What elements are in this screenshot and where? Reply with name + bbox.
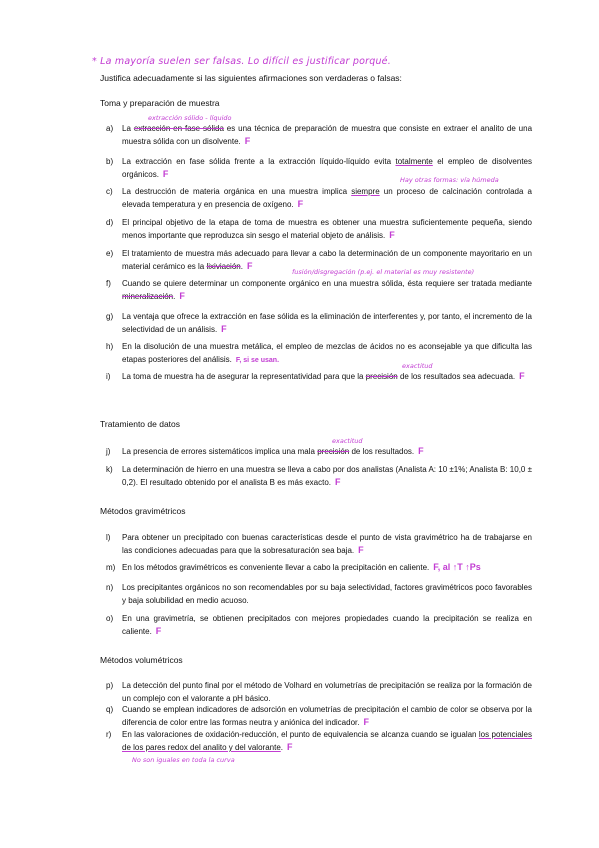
annotation-j: exactitud	[332, 437, 363, 445]
handwritten-comment: F, al ↑T ↑Ps	[433, 562, 481, 572]
item-letter: o)	[106, 614, 114, 623]
item-text: Cuando se quiere determinar un componente orgánico en una muestra sólida, ésta requiere ser tratada mediante	[122, 279, 532, 288]
struck-text: precisión	[317, 447, 350, 456]
item-text: En las valoraciones de oxidación-reducción, el punto de equivalencia se alcanza cuando se igualan	[122, 730, 479, 739]
item-letter: h)	[106, 342, 114, 351]
item-text: La ventaja que ofrece la extracción en fase sólida es la eliminación de interferentes y, por tanto, el incremento de la selectividad de un análisis.	[122, 312, 532, 334]
false-mark: F	[155, 626, 162, 636]
false-mark: F	[162, 169, 169, 179]
false-mark: F	[418, 446, 424, 456]
annotation-a: extracción sólido - líquido	[148, 114, 232, 122]
false-mark: F	[358, 545, 364, 555]
struck-text: lixiviación	[206, 262, 241, 271]
item-letter: l)	[106, 533, 111, 542]
item-text: La toma de muestra ha de asegurar la representatividad para que la	[122, 372, 366, 381]
annotation-i: exactitud	[402, 362, 433, 370]
section-title-gravimetric: Métodos gravimétricos	[100, 506, 186, 516]
item-text: es una técnica de preparación de muestra que consiste en extraer el analito de una muestra sólida con un disolvente.	[122, 124, 533, 146]
item-text: de los resultados sea adecuada.	[397, 372, 516, 381]
item-text: En la disolución de una muestra metálica, el empleo de mezclas de ácidos no es aconsejable ya que dificulta las etapas posteriores del análisis.	[122, 342, 532, 364]
handwritten-comment: F, si se usan.	[235, 357, 280, 364]
item-letter: d)	[106, 218, 114, 227]
struck-text: mineralización	[122, 292, 174, 301]
false-mark: F	[389, 230, 395, 240]
false-mark: F	[246, 261, 253, 271]
false-mark: F	[363, 717, 369, 727]
false-mark: F	[244, 136, 251, 146]
item-text: .	[240, 262, 243, 271]
item-letter: b)	[106, 157, 114, 166]
false-mark: F	[221, 324, 227, 334]
annotation-f: fusión/disgregación (p.ej. el material es muy resistente)	[292, 268, 475, 276]
struck-text: precisión	[365, 372, 398, 381]
section-title-data-treatment: Tratamiento de datos	[100, 419, 181, 429]
item-letter: f)	[106, 279, 111, 288]
item-text: La destrucción de materia orgánica en una muestra implica	[122, 187, 352, 196]
section-title-volumetric: Métodos volumétricos	[100, 655, 183, 665]
item-text: Cuando se emplean indicadores de adsorción en volumetrías de precipitación el cambio de color se observa por la diferencia de color entre las formas neutra y aniónica del indicador.	[122, 705, 532, 727]
annotation-c: Hay otras formas: vía húmeda	[400, 176, 499, 184]
item-letter: r)	[106, 730, 112, 739]
item-text: La extracción en fase sólida frente a la extracción líquido-líquido evita	[122, 157, 396, 166]
false-mark: F	[335, 477, 341, 487]
false-mark: F	[287, 742, 293, 752]
item-text: .	[280, 743, 283, 752]
item-text: El tratamiento de muestra más adecuado para llevar a cabo la determinación de un componente mayoritario en un material cerámico es la	[122, 249, 532, 271]
annotation-r: No son iguales en toda la curva	[132, 756, 235, 764]
underlined-text: totalmente	[395, 157, 433, 166]
item-text: La	[122, 124, 134, 133]
item-letter: i)	[106, 372, 111, 381]
item-letter: n)	[106, 583, 114, 592]
item-text: un proceso de calcinación controlada a elevada temperatura y en presencia de oxígeno.	[122, 187, 532, 209]
item-text: .	[173, 292, 176, 301]
item-text: La presencia de errores sistemáticos implica una mala	[122, 447, 318, 456]
instructions: Justifica adecuadamente si las siguientes afirmaciones son verdaderas o falsas:	[100, 73, 402, 83]
item-text: La determinación de hierro en una muestra se lleva a cabo por dos analistas (Analista A: 10 ±1%; Analista B: 10,0 ± 0,2). El resultado obtenido por el analista B es más exacto.	[122, 465, 532, 487]
item-letter: e)	[106, 249, 114, 258]
false-mark: F	[297, 199, 304, 209]
section-title-sample-prep: Toma y preparación de muestra	[100, 98, 220, 108]
false-mark: F	[179, 291, 185, 301]
item-text: En una gravimetría, se obtienen precipitados con mejores propiedades cuando la precipitación se realiza en caliente.	[122, 614, 532, 636]
item-text: En los métodos gravimétricos es conveniente llevar a cabo la precipitación en caliente.	[122, 563, 430, 572]
underlined-text: siempre	[351, 187, 380, 196]
handwritten-header-note: * La mayoría suelen ser falsas. Lo difícil es justificar porqué.	[92, 56, 391, 67]
false-mark: F	[519, 371, 525, 381]
item-letter: k)	[106, 465, 113, 474]
item-letter: g)	[106, 312, 114, 321]
item-text: de los resultados.	[349, 447, 415, 456]
underlined-text: los potenciales de los pares redox del analito y del valorante	[122, 730, 533, 752]
item-text: El principal objetivo de la etapa de toma de muestra es obtener una muestra suficientemente pequeña, siendo menos importante que reproduzca sin sesgo el material objeto de análisis.	[122, 218, 532, 240]
item-text: Para obtener un precipitado con buenas características desde el punto de vista gravimétrico ha de trabajarse en las condiciones adecuadas para que la sobresaturación sea baja.	[122, 533, 532, 555]
item-letter: a)	[106, 124, 114, 133]
item-letter: c)	[106, 187, 113, 196]
item-text: La detección del punto final por el método de Volhard en volumetrías de precipitación se realiza por la formación de un complejo con el valorante a pH básico.	[122, 681, 532, 703]
item-text: Los precipitantes orgánicos no son recomendables por su baja selectividad, factores gravimétricos poco favorables y baja solubilidad en medio acuoso.	[122, 583, 532, 605]
item-letter: j)	[106, 447, 111, 456]
item-letter: m)	[106, 563, 116, 572]
struck-text: extracción en fase sólida	[133, 124, 224, 133]
item-letter: p)	[106, 681, 114, 690]
item-text: el empleo de disolventes orgánicos.	[122, 157, 532, 179]
item-letter: q)	[106, 705, 114, 714]
